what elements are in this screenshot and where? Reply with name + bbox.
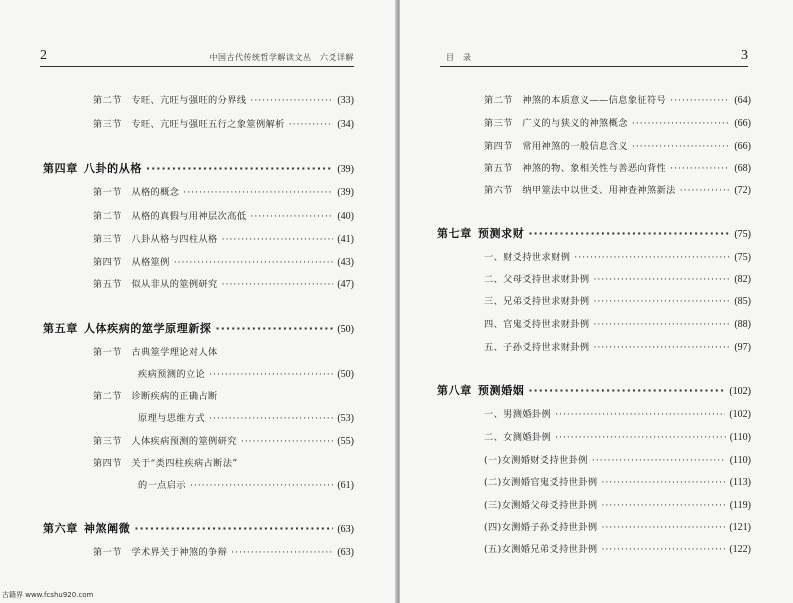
left-header xyxy=(40,50,354,67)
toc-entry xyxy=(93,388,354,402)
left-page-number: 2 xyxy=(40,48,47,63)
entry-title: 原理与思维方式 xyxy=(138,413,206,424)
dot-leader xyxy=(250,211,333,222)
entry-page: (110) xyxy=(729,432,751,443)
entry-title: 从格筮例 xyxy=(131,257,170,268)
entry-title: 一、男测婚卦例 xyxy=(484,409,552,420)
toc-entry xyxy=(93,433,354,447)
entry-page: (39) xyxy=(337,187,354,198)
toc-entry-continuation xyxy=(138,410,354,424)
toc-entry xyxy=(93,276,354,290)
entry-page: (61) xyxy=(337,480,354,491)
entry-page: (41) xyxy=(337,234,354,245)
entry-section: 第三节 xyxy=(484,118,513,129)
dot-leader xyxy=(680,185,731,196)
toc-entry xyxy=(484,316,751,330)
toc-entry xyxy=(93,344,354,358)
entry-page: (63) xyxy=(337,547,354,558)
entry-page: (66) xyxy=(734,118,751,129)
dot-leader xyxy=(601,477,725,488)
toc-chapter xyxy=(43,520,354,536)
toc-entry xyxy=(484,541,751,555)
chapter-number: 第五章 xyxy=(43,322,78,335)
entry-section: 第三节 xyxy=(93,436,122,447)
entry-page: (55) xyxy=(337,436,354,447)
toc-entry xyxy=(93,184,354,198)
entry-page: (110) xyxy=(729,455,751,466)
left-header-title: 中国古代传统哲学解读文丛 六爻详解 xyxy=(209,53,354,62)
entry-page: (33) xyxy=(337,95,354,106)
entry-page: (43) xyxy=(337,257,354,268)
dot-leader xyxy=(209,413,333,424)
chapter-number: 第七章 xyxy=(437,227,472,240)
toc-entry xyxy=(484,497,751,511)
toc-entry xyxy=(484,339,751,353)
toc-entry xyxy=(93,254,354,268)
dot-leader xyxy=(241,436,334,447)
toc-entry-continuation xyxy=(138,366,354,380)
chapter-title: 预测求财 xyxy=(477,227,525,240)
entry-section: 第一节 xyxy=(93,347,122,358)
chapter-title: 人体疾病的筮学原理新探 xyxy=(83,322,212,335)
entry-page: (34) xyxy=(337,119,354,130)
toc-entry xyxy=(93,455,354,469)
chapter-number: 第六章 xyxy=(43,522,78,535)
entry-page: (47) xyxy=(337,279,354,290)
toc-entry xyxy=(484,452,751,466)
entry-section: 第五节 xyxy=(93,279,122,290)
entry-page: (68) xyxy=(734,163,751,174)
dot-leader xyxy=(209,369,333,380)
entry-section: 第二节 xyxy=(93,211,122,222)
dot-leader xyxy=(601,522,725,533)
right-header xyxy=(440,50,748,67)
entry-title: 八卦从格与四柱从格 xyxy=(131,234,218,245)
toc-entry xyxy=(484,474,751,488)
dot-leader xyxy=(528,384,725,397)
right-page-number: 3 xyxy=(741,48,748,63)
entry-title: 广义的与狭义的神煞概念 xyxy=(522,118,628,129)
toc-chapter xyxy=(437,382,751,398)
entry-title: (三)女测婚父母爻持世卦例 xyxy=(484,500,598,511)
toc-entry xyxy=(93,544,354,558)
entry-section: 第四节 xyxy=(93,458,122,469)
dot-leader xyxy=(216,322,334,335)
entry-section: 第四节 xyxy=(93,257,122,268)
entry-title: 疾病预测的立论 xyxy=(138,369,206,380)
entry-section: 第二节 xyxy=(484,95,513,106)
entry-title: 的一点启示 xyxy=(138,480,186,491)
toc-chapter xyxy=(437,225,751,241)
entry-page: (39) xyxy=(337,164,354,175)
toc-entry xyxy=(484,115,751,129)
dot-leader xyxy=(601,544,725,555)
entry-title: 纳甲筮法中以世爻、用神查神煞新法 xyxy=(522,185,676,196)
entry-title: 神煞的物、象相关性与善恶向背性 xyxy=(522,163,667,174)
entry-page: (66) xyxy=(734,141,751,152)
toc-entry xyxy=(484,293,751,307)
entry-page: (97) xyxy=(734,342,751,353)
toc-entry xyxy=(93,116,354,130)
entry-page: (121) xyxy=(729,522,751,533)
dot-leader xyxy=(593,319,730,330)
entry-title: 从格的概念 xyxy=(131,187,180,198)
dot-leader xyxy=(593,296,730,307)
entry-page: (122) xyxy=(729,544,751,555)
dot-leader xyxy=(190,480,333,491)
dot-leader xyxy=(183,187,333,198)
dot-leader xyxy=(670,95,730,106)
toc-entry xyxy=(484,429,751,443)
dot-leader xyxy=(574,252,730,263)
toc-entry xyxy=(484,160,751,174)
entry-title: 三、兄弟爻持世求财卦例 xyxy=(484,296,590,307)
watermark-footer: 古籍界 www.fcshu920.com xyxy=(2,591,94,599)
dot-leader xyxy=(222,279,334,290)
entry-title: 诊断疾病的正确占断 xyxy=(131,391,218,402)
entry-page: (50) xyxy=(337,324,354,335)
dot-leader xyxy=(592,455,726,466)
toc-entry xyxy=(93,231,354,245)
entry-title: 专旺、亢旺与强旺的分界线 xyxy=(131,95,247,106)
toc-entry xyxy=(93,92,354,106)
toc-entry-continuation xyxy=(138,477,354,491)
entry-title: 似从非从的筮例研究 xyxy=(131,279,218,290)
entry-title: 专旺、亢旺与强旺五行之象筮例解析 xyxy=(131,119,285,130)
toc-entry xyxy=(484,249,751,263)
dot-leader xyxy=(593,274,730,285)
entry-page: (63) xyxy=(337,524,354,535)
toc-entry xyxy=(484,406,751,420)
toc-entry xyxy=(484,92,751,106)
chapter-number: 第八章 xyxy=(437,384,472,397)
entry-section: 第四节 xyxy=(484,141,513,152)
entry-page: (72) xyxy=(734,185,751,196)
entry-page: (113) xyxy=(729,477,751,488)
toc-entry xyxy=(93,208,354,222)
entry-page: (85) xyxy=(734,296,751,307)
dot-leader xyxy=(670,163,730,174)
dot-leader xyxy=(555,409,725,420)
entry-section: 第一节 xyxy=(93,547,122,558)
right-page xyxy=(400,0,793,603)
toc-chapter xyxy=(43,160,354,176)
entry-page: (119) xyxy=(729,500,751,511)
toc-entry xyxy=(484,519,751,533)
entry-page: (53) xyxy=(337,413,354,424)
entry-title: (一)女测婚财爻持世卦例 xyxy=(484,455,588,466)
entry-title: 关于“类四柱疾病占断法” xyxy=(131,458,238,469)
entry-page: (88) xyxy=(734,319,751,330)
entry-title: 常用神煞的一般信息含义 xyxy=(522,141,628,152)
chapter-number: 第四章 xyxy=(43,162,78,175)
entry-title: 古典筮学理论对人体 xyxy=(131,347,218,358)
entry-section: 第五节 xyxy=(484,163,513,174)
entry-page: (102) xyxy=(729,409,751,420)
entry-page: (82) xyxy=(734,274,751,285)
chapter-title: 神煞阐微 xyxy=(83,522,131,535)
entry-page: (75) xyxy=(734,252,751,263)
dot-leader xyxy=(593,342,730,353)
dot-leader xyxy=(134,522,333,535)
entry-page: (50) xyxy=(337,369,354,380)
dot-leader xyxy=(555,432,726,443)
entry-page: (102) xyxy=(729,386,751,397)
dot-leader xyxy=(632,118,731,129)
dot-leader xyxy=(601,500,725,511)
toc-chapter xyxy=(43,320,354,336)
entry-page: (75) xyxy=(734,229,751,240)
entry-section: 第二节 xyxy=(93,95,122,106)
entry-title: (四)女测婚子孙爻持世卦例 xyxy=(484,522,598,533)
entry-section: 第六节 xyxy=(484,185,513,196)
toc-entry xyxy=(484,271,751,285)
entry-title: 从格的真假与用神层次高低 xyxy=(131,211,247,222)
entry-title: 人体疾病预测的筮例研究 xyxy=(131,436,237,447)
entry-title: 五、子孙爻持世求财卦例 xyxy=(484,342,590,353)
entry-page: (40) xyxy=(337,211,354,222)
right-header-title: 目 录 xyxy=(446,53,472,62)
entry-title: 一、财爻持世求财例 xyxy=(484,252,571,263)
toc-entry xyxy=(484,182,751,196)
entry-title: 四、官鬼爻持世求财卦例 xyxy=(484,319,590,330)
dot-leader xyxy=(174,257,334,268)
entry-title: 学术界关于神煞的争辩 xyxy=(131,547,228,558)
dot-leader xyxy=(222,234,334,245)
dot-leader xyxy=(146,162,333,175)
entry-section: 第三节 xyxy=(93,234,122,245)
toc-entry xyxy=(484,138,751,152)
entry-title: 神煞的本质意义——信息象征符号 xyxy=(522,95,667,106)
entry-page: (64) xyxy=(734,95,751,106)
entry-title: 二、女测婚卦例 xyxy=(484,432,552,443)
dot-leader xyxy=(250,95,333,106)
entry-section: 第二节 xyxy=(93,391,122,402)
dot-leader xyxy=(289,119,334,130)
dot-leader xyxy=(231,547,333,558)
entry-section: 第三节 xyxy=(93,119,122,130)
entry-title: 二、父母爻持世求财卦例 xyxy=(484,274,590,285)
dot-leader xyxy=(632,141,731,152)
dot-leader xyxy=(528,227,730,240)
chapter-title: 八卦的从格 xyxy=(83,162,142,175)
chapter-title: 预测婚姻 xyxy=(477,384,525,397)
entry-title: (五)女测婚兄弟爻持世卦例 xyxy=(484,544,598,555)
entry-section: 第一节 xyxy=(93,187,122,198)
entry-title: (二)女测婚官鬼爻持世卦例 xyxy=(484,477,598,488)
